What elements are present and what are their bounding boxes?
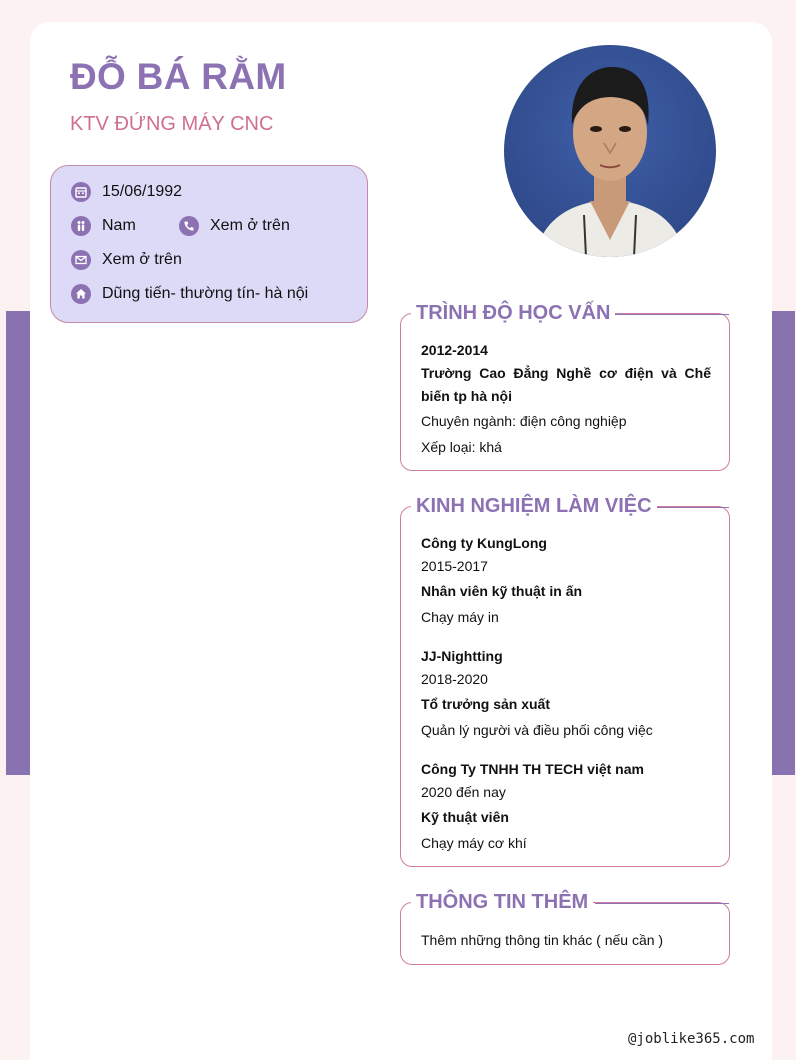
experience-desc: Quản lý người và điều phối công việc bbox=[421, 722, 653, 738]
education-school: Trường Cao Đẳng Nghề cơ điện và Chế biến tp hà nội bbox=[421, 365, 711, 404]
education-body bbox=[421, 339, 711, 459]
education-section bbox=[400, 302, 730, 471]
experience-title-line bbox=[653, 507, 729, 508]
experience-title: KINH NGHIỆM LÀM VIỆC bbox=[411, 494, 657, 518]
education-title-line bbox=[611, 314, 729, 315]
gender-icon bbox=[71, 216, 91, 236]
contact-gender bbox=[71, 216, 136, 236]
phone-value: Xem ở trên bbox=[210, 217, 290, 234]
experience-item bbox=[421, 532, 711, 629]
calendar-icon bbox=[71, 182, 91, 202]
address-value: Dũng tiến- thường tín- hà nội bbox=[102, 285, 309, 302]
contact-birthday bbox=[71, 182, 182, 202]
gender-value: Nam bbox=[102, 217, 136, 234]
email-value: Xem ở trên bbox=[102, 251, 182, 268]
contact-email bbox=[71, 250, 182, 270]
education-major: Chuyên ngành: điện công nghiệp bbox=[421, 413, 627, 429]
phone-icon bbox=[179, 216, 199, 236]
contact-box bbox=[50, 165, 368, 323]
experience-body bbox=[421, 532, 711, 855]
experience-section bbox=[400, 495, 730, 867]
experience-role: Kỹ thuật viên bbox=[421, 809, 509, 825]
additional-body bbox=[421, 929, 711, 952]
candidate-name: ĐỖ BÁ RẰM bbox=[70, 56, 287, 97]
home-icon bbox=[71, 284, 91, 304]
experience-company: JJ-Nightting bbox=[421, 648, 503, 664]
experience-period: 2015-2017 bbox=[421, 558, 488, 574]
education-grade: Xếp loại: khá bbox=[421, 439, 502, 455]
education-period: 2012-2014 bbox=[421, 342, 488, 358]
education-title: TRÌNH ĐỘ HỌC VẤN bbox=[411, 301, 615, 325]
experience-company: Công ty KungLong bbox=[421, 535, 547, 551]
job-title: KTV ĐỨNG MÁY CNC bbox=[70, 113, 274, 135]
contact-phone bbox=[179, 216, 290, 236]
additional-title-line bbox=[595, 903, 729, 904]
additional-title: THÔNG TIN THÊM bbox=[411, 890, 593, 914]
experience-role: Nhân viên kỹ thuật in ấn bbox=[421, 583, 583, 599]
watermark: @joblike365.com bbox=[628, 1031, 755, 1047]
experience-item bbox=[421, 645, 711, 742]
experience-period: 2018-2020 bbox=[421, 671, 488, 687]
left-accent-band bbox=[6, 311, 30, 775]
profile-photo bbox=[504, 45, 716, 257]
additional-text: Thêm những thông tin khác ( nếu cần ) bbox=[421, 932, 664, 948]
experience-period: 2020 đến nay bbox=[421, 784, 506, 800]
experience-role: Tổ trưởng sản xuất bbox=[421, 696, 550, 712]
right-accent-band bbox=[771, 311, 795, 775]
mail-icon bbox=[71, 250, 91, 270]
experience-company: Công Ty TNHH TH TECH việt nam bbox=[421, 761, 644, 777]
additional-section bbox=[400, 891, 730, 965]
experience-item bbox=[421, 758, 711, 855]
experience-desc: Chạy máy cơ khí bbox=[421, 835, 527, 851]
contact-address bbox=[71, 284, 308, 304]
experience-desc: Chạy máy in bbox=[421, 609, 499, 625]
birthday-value: 15/06/1992 bbox=[102, 183, 183, 200]
